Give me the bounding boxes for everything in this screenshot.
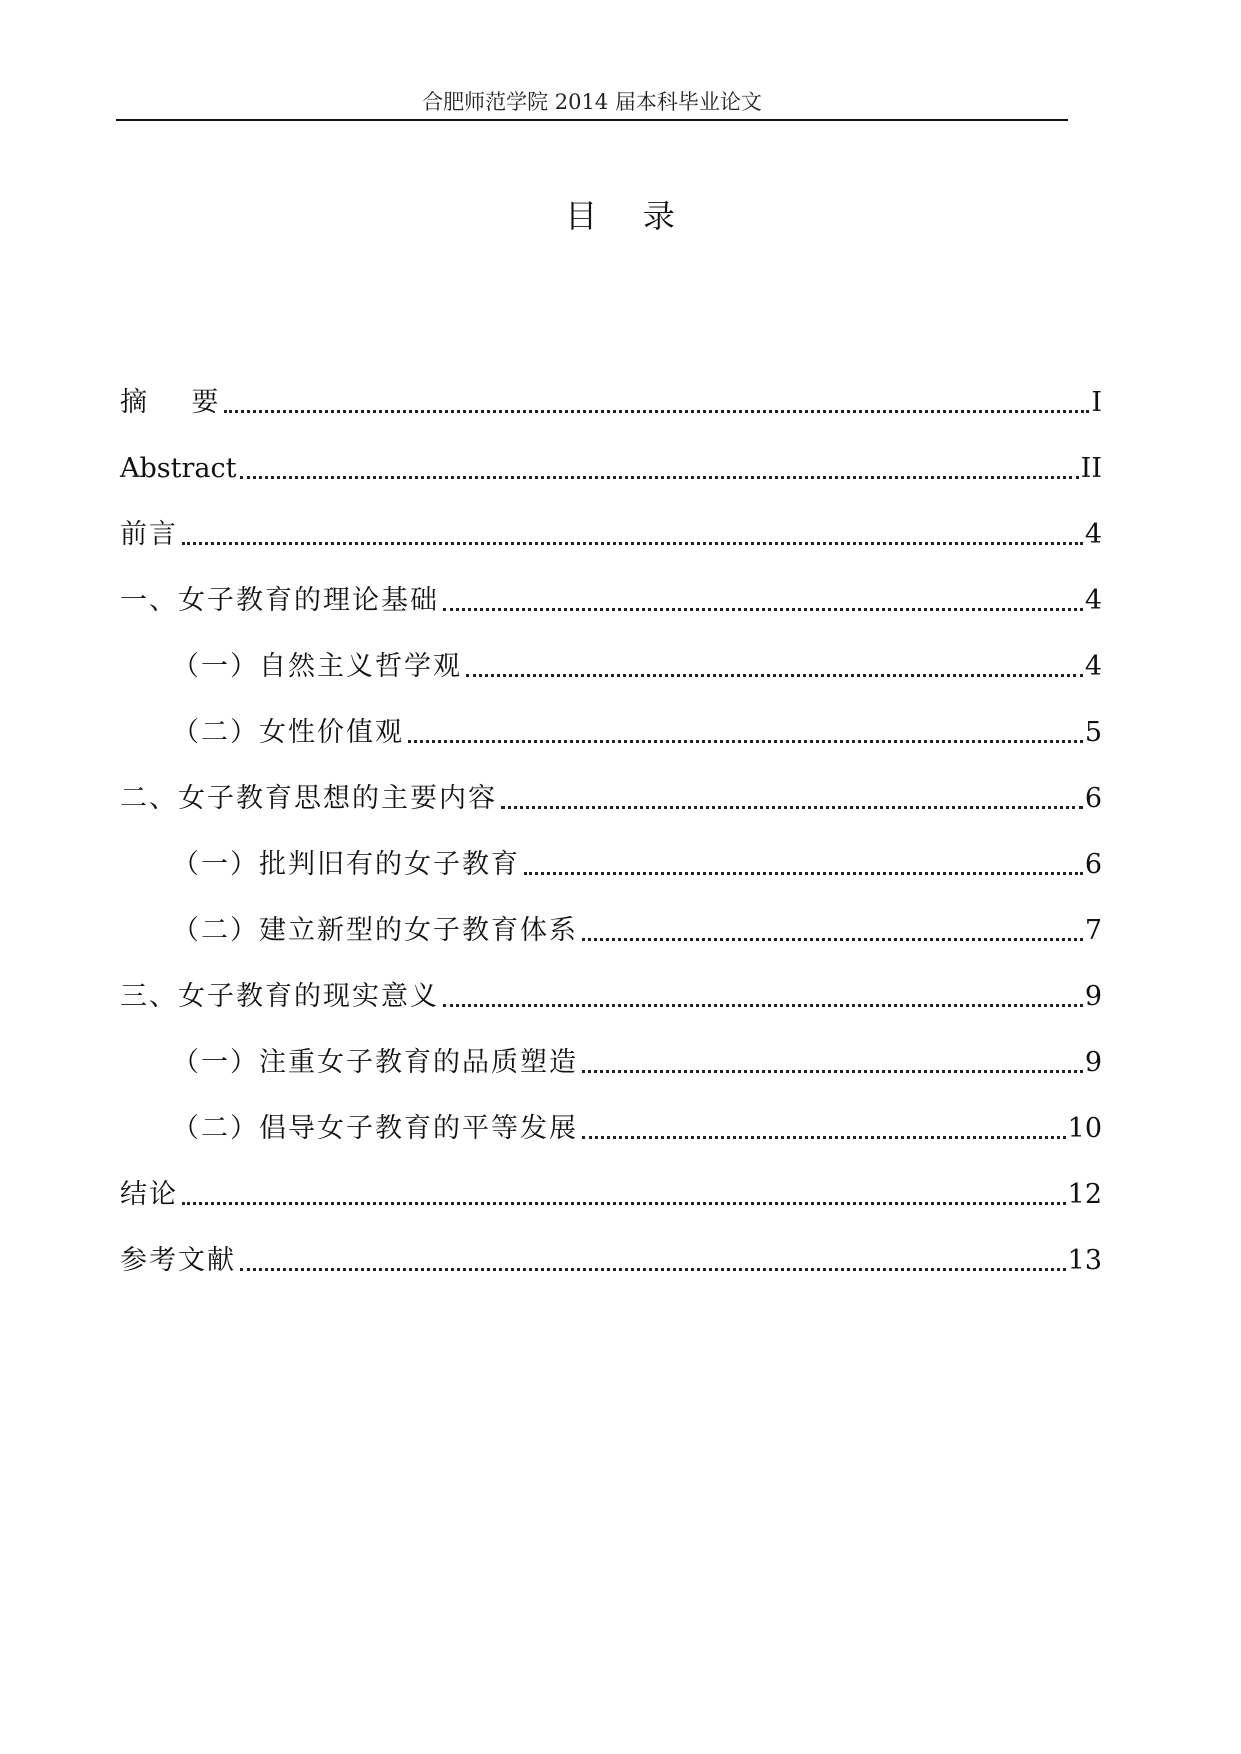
toc-dot-leader xyxy=(524,872,1083,875)
toc-entry-page: 13 xyxy=(1067,1245,1102,1276)
toc-entry-chapter-2[interactable] xyxy=(120,751,1102,817)
toc-entry-page: 9 xyxy=(1084,1047,1102,1078)
toc-dot-leader xyxy=(224,410,1089,413)
toc-entry-label: 参考文献 xyxy=(120,1245,236,1276)
toc-title: 目 录 xyxy=(565,197,676,235)
toc-entry-label: 一、女子教育的理论基础 xyxy=(120,585,439,616)
toc-entry-preface[interactable] xyxy=(120,487,1102,553)
toc-entry-section-2-2[interactable] xyxy=(120,883,1102,949)
toc-entry-label: 二、女子教育思想的主要内容 xyxy=(120,783,497,814)
toc-entry-page: 5 xyxy=(1084,717,1102,748)
toc-entry-page: 9 xyxy=(1084,981,1102,1012)
toc-entry-chapter-1[interactable] xyxy=(120,553,1102,619)
toc-entry-page: 12 xyxy=(1067,1179,1102,1210)
toc-entry-section-3-1[interactable] xyxy=(120,1015,1102,1081)
table-of-contents xyxy=(120,355,1102,1279)
toc-entry-label: 前言 xyxy=(120,519,178,550)
toc-entry-label: 结论 xyxy=(120,1179,178,1210)
toc-entry-label: （一）自然主义哲学观 xyxy=(172,651,462,682)
toc-entry-abstract-en[interactable] xyxy=(120,421,1102,487)
toc-entry-label: （二）女性价值观 xyxy=(172,717,404,748)
toc-entry-label: （一）批判旧有的女子教育 xyxy=(172,849,520,880)
toc-dot-leader xyxy=(182,542,1083,545)
toc-dot-leader xyxy=(182,1202,1066,1205)
toc-entry-label: Abstract xyxy=(120,453,237,484)
toc-dot-leader xyxy=(240,1268,1066,1271)
toc-dot-leader xyxy=(501,806,1083,809)
toc-entry-section-1-2[interactable] xyxy=(120,685,1102,751)
toc-entry-page: 10 xyxy=(1067,1113,1102,1144)
toc-entry-label: （一）注重女子教育的品质塑造 xyxy=(172,1047,578,1078)
toc-entry-page: I xyxy=(1091,387,1102,418)
toc-entry-conclusion[interactable] xyxy=(120,1147,1102,1213)
toc-dot-leader xyxy=(443,608,1083,611)
toc-entry-page: 4 xyxy=(1084,651,1102,682)
toc-entry-page: 7 xyxy=(1084,915,1102,946)
toc-dot-leader xyxy=(240,476,1078,479)
toc-dot-leader xyxy=(466,674,1083,677)
toc-dot-leader xyxy=(582,1070,1083,1073)
toc-entry-page: II xyxy=(1080,453,1102,484)
toc-entry-label: 三、女子教育的现实意义 xyxy=(120,981,439,1012)
toc-entry-chapter-3[interactable] xyxy=(120,949,1102,1015)
toc-entry-page: 6 xyxy=(1084,783,1102,814)
toc-entry-label: （二）建立新型的女子教育体系 xyxy=(172,915,578,946)
toc-entry-label: （二）倡导女子教育的平等发展 xyxy=(172,1113,578,1144)
toc-entry-section-2-1[interactable] xyxy=(120,817,1102,883)
toc-entry-page: 6 xyxy=(1084,849,1102,880)
toc-entry-page: 4 xyxy=(1084,585,1102,616)
toc-dot-leader xyxy=(443,1004,1083,1007)
toc-dot-leader xyxy=(408,740,1083,743)
toc-dot-leader xyxy=(582,1136,1066,1139)
toc-entry-page: 4 xyxy=(1084,519,1102,550)
toc-entry-section-3-2[interactable] xyxy=(120,1081,1102,1147)
toc-entry-references[interactable] xyxy=(120,1213,1102,1279)
toc-entry-abstract-cn[interactable] xyxy=(120,355,1102,421)
toc-dot-leader xyxy=(582,938,1083,941)
toc-entry-label: 摘 要 xyxy=(120,387,221,418)
running-header: 合肥师范学院 2014 届本科毕业论文 xyxy=(422,90,762,114)
toc-entry-section-1-1[interactable] xyxy=(120,619,1102,685)
header-rule xyxy=(116,119,1068,121)
